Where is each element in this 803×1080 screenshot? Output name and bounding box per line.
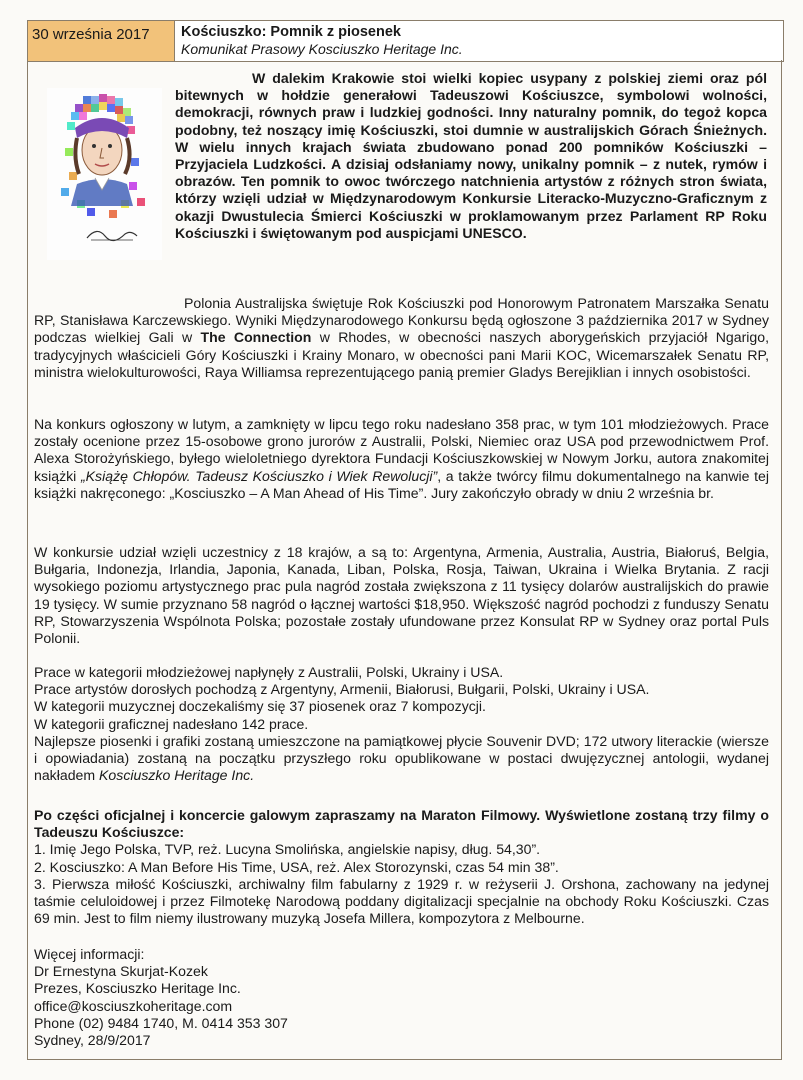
category-line: Prace w kategorii młodzieżowej napłynęły z Australii, Polski, Ukrainy i USA. <box>34 664 504 680</box>
venue-name: The Connection <box>200 329 312 346</box>
page-title: Kościuszko: Pomnik z piosenek <box>181 24 401 40</box>
contact-phone: Phone (02) 9484 1740, M. 0414 353 307 <box>34 1014 288 1031</box>
lead-paragraph: W dalekim Krakowie stoi wielki kopiec usypany z polskiej ziemi oraz pól bitewnych w hołdzie generałowi Tadeuszowi Kościuszce, symbolowi wolności, demokracji, równych praw i ludzkiej godności. Inny naturalny pomnik, do tegoż kopca podobny, też noszący imię Kościuszki, stoi dumnie w australijskich Górach Śnieżnych. W wielu innych krajach świata zbudowano ponad 200 pomników Kościuszki – Przyjaciela Ludzkości. A dzisiaj odsłaniamy nowy, unikalny pomnik – z nutek, rymów i obrazów. Ten pomnik to owoc twórczego natchnienia artystów z różnych stron świata, którzy wzięli udział w Międzynarodowym Konkursie Literacko-Muzyczno-Graficznym z okazji Dwustulecia Śmierci Kościuszki w proklamowanym przez Parlament RP Roku Kościuszki i świętowanym pod auspicjami UNESCO. <box>175 70 767 241</box>
paragraph-text: , a także twórcy filmu dokumentalnego na kanwie tej książki nakręconego: „Kosciuszko – A Man Ahead of His Time”. Jury zakończyło obrady w dniu 2 września br. <box>34 467 770 501</box>
contact-place-date: Sydney, 28/9/2017 <box>34 1032 151 1049</box>
paragraph-jury <box>34 416 769 502</box>
film-item: 1. Imię Jego Polska, TVP, reż. Lucyna Smolińska, angielskie napisy, dług. 54,30”. <box>34 841 541 858</box>
book-title: „Książę Chłopów. Tadeusz Kościuszko i Wiek Rewolucji” <box>80 467 438 484</box>
page-subtitle: Komunikat Prasowy Kosciuszko Heritage Inc. <box>181 41 463 57</box>
contact-block <box>34 946 769 1049</box>
publisher-name: Kosciuszko Heritage Inc. <box>99 767 255 784</box>
paragraph-celebration <box>34 295 769 381</box>
paragraph-text: Na konkurs ogłoszony w lutym, a zamknięty w lipcu tego roku nadesłano 358 prac, w tym 101 młodzieżowych. Prace zostały ocenione przez 15-osobowe grono jurorów z Australii, Polski, Niemiec oraz USA pod przewodnictwem Prof. Alexa Storożyńskiego, byłego wieloletniego dyrektora Fundacji Kościuszkowskiej w Nowym Jorku, autora znakomitej książki <box>34 416 769 484</box>
category-line: W kategorii muzycznej doczekaliśmy się 37 piosenek oraz 7 kompozycji. <box>34 698 486 715</box>
date-label: 30 września 2017 <box>28 21 175 61</box>
contact-name: Dr Ernestyna Skurjat-Kozek <box>34 963 208 980</box>
kosciuszko-portrait-image <box>47 88 162 260</box>
paragraph-participants: W konkursie udział wzięli uczestnicy z 18 krajów, a są to: Argentyna, Armenia, Australia, Austria, Białoruś, Belgia, Bułgaria, Indonezja, Irlandia, Japonia, Kanada, Liban, Polska, Rosja, Taiwan, Ukraina i Wielka Brytania. Z racji wysokiego poziomu artystycznego prac pula nagród została zwiększona z 11 tysięcy dolarów australijskich do prawie 19 tysięcy. W sumie przyznano 58 nagród o łącznej wartości $18,950. Większość nagród pochodzi z funduszy Senatu RP, Stowarzyszenia Wspólnota Polska; pozostałe zostały ufundowane przez Konsulat RP w Sydney oraz portal Puls Polonii. <box>34 544 769 647</box>
contact-line: Więcej informacji: <box>34 946 145 962</box>
paragraph-categories <box>34 664 769 784</box>
title-block <box>175 21 783 61</box>
film-item: 3. Pierwsza miłość Kościuszki, archiwalny film fabularny z 1929 r. w reżyserii J. Orshona, zachowany na jedynej taśmie celuloidowej i przez Filmotekę Narodową poddany digitalizacji specjalnie na obchody Roku Kościuszki. Czas 69 min. Jest to film niemy ilustrowany muzyką Josefa Millera, kompozytora z Melbourne. <box>34 875 769 927</box>
contact-email: office@kosciuszkoheritage.com <box>34 997 233 1014</box>
paragraph-text: w Rhodes, w obecności naszych aborygeńskich przyjaciół Ngarigo, tradycyjnych właścicieli Góry Kościuszki i Krainy Monaro, w obecności pani Marii KOC, Wicemarszałek Senatu RP, ministra wielokulturowości, Raya Williamsa reprezentującego panią premier Gladys Berejiklian i innych osobistości. <box>34 329 769 380</box>
paragraph-text: Najlepsze piosenki i grafiki zostaną umieszczone na pamiątkowej płycie Souvenir DVD; 172 utwory literackie (wiersze i opowiadania) zostaną na początku przyszłego roku opublikowane w postaci dwujęzycznej antologii, wydanej nakładem <box>34 732 769 784</box>
document-header <box>27 20 784 62</box>
film-item: 2. Kosciuszko: A Man Before His Time, USA, reż. Alex Storozynski, czas 54 min 38”. <box>34 858 559 875</box>
film-heading: Po części oficjalnej i koncercie galowym zapraszamy na Maraton Filmowy. Wyświetlone zostaną trzy filmy o Tadeuszu Kościuszce: <box>34 807 769 841</box>
contact-line: Prezes, Kosciuszko Heritage Inc. <box>34 980 241 997</box>
category-line <box>34 733 769 785</box>
paragraph-film-marathon <box>34 807 769 927</box>
category-line: Prace artystów dorosłych pochodzą z Argentyny, Armenii, Białorusi, Bułgarii, Polski, Ukrainy i USA. <box>34 681 650 698</box>
category-line: W kategorii graficznej nadesłano 142 prace. <box>34 715 309 732</box>
paragraph-text: Polonia Australijska świętuje Rok Kościuszki pod Honorowym Patronatem Marszałka Senatu RP, Stanisława Karczewskiego. Wyniki Międzynarodowego Konkursu będą ogłoszone 3 października 2017 w Sydney podczas wielkiej Gali w <box>34 295 769 346</box>
